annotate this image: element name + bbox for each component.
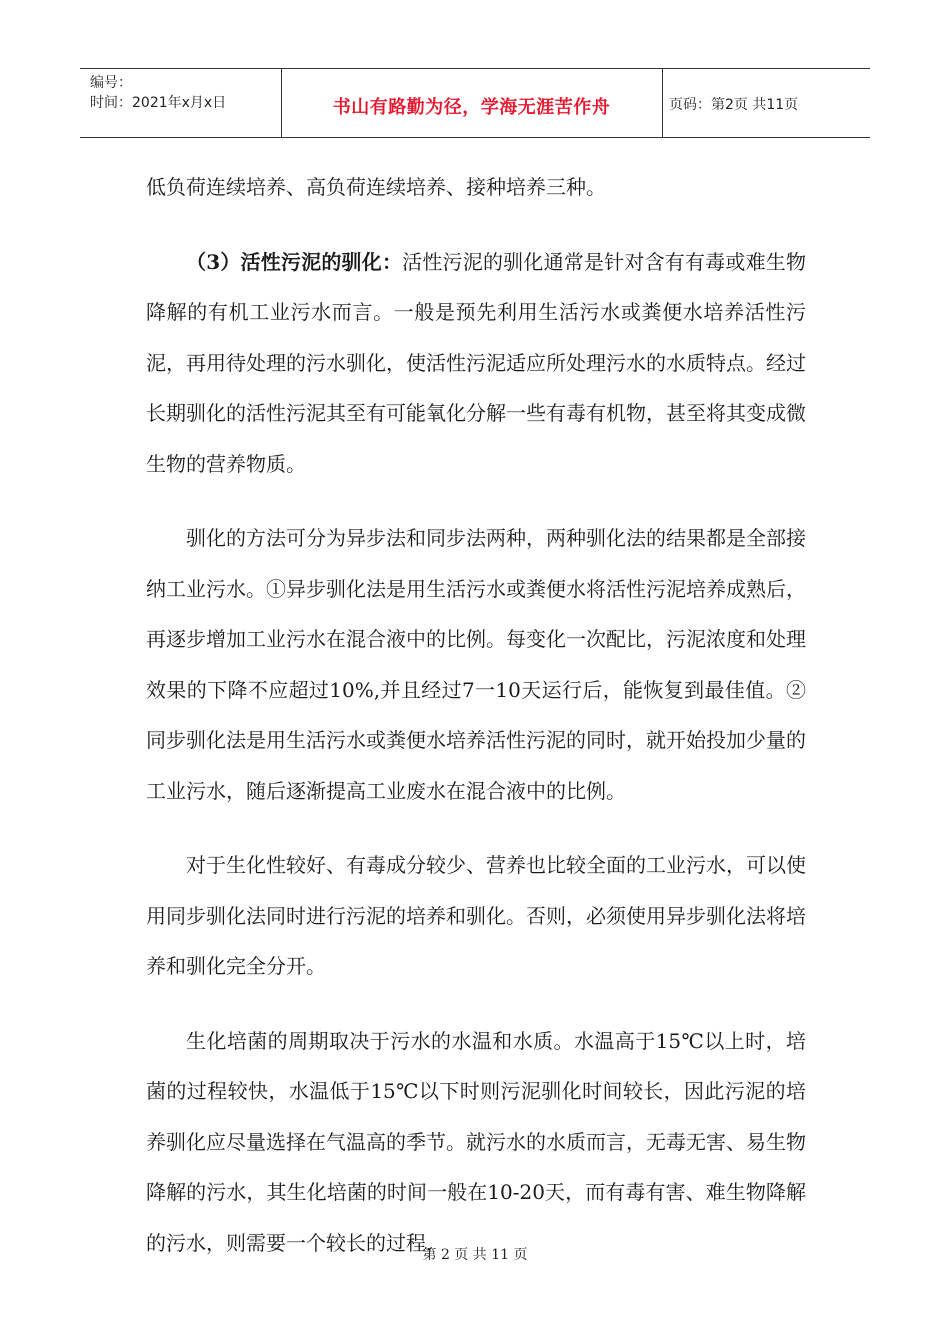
header-motto-cell xyxy=(281,69,663,137)
document-header xyxy=(80,68,870,138)
section-heading: （3）活性污泥的驯化： xyxy=(186,249,403,274)
date-label: 时间：2021年x月x日 xyxy=(90,95,227,111)
serial-number-label: 编号： xyxy=(90,75,132,91)
paragraph-selection: 对于生化性较好、有毒成分较少、营养也比较全面的工业污水，可以使用同步驯化法同时进行污泥的培养和驯化。否则，必须使用异步驯化法将培养和驯化完全分开。 xyxy=(146,853,806,978)
paragraph-continuation: 低负荷连续培养、高负荷连续培养、接种培养三种。 xyxy=(146,175,606,199)
paragraph-acclimation-text: 活性污泥的驯化通常是针对含有有毒或难生物降解的有机工业污水而言。一般是预先利用生活污水或粪便水培养活性污泥，再用待处理的污水驯化，使活性污泥适应所处理污水的水质特点。经过长期驯化的活性污泥其至有可能氧化分解一些有毒有机物，甚至将其变成微生物的营养物质。 xyxy=(146,249,807,476)
header-page-info: 页码：第2页 共11页 xyxy=(669,97,799,113)
header-motto: 书山有路勤为径，学海无涯苦作舟 xyxy=(332,97,611,118)
paragraph-methods: 驯化的方法可分为异步法和同步法两种，两种驯化法的结果都是全部接纳工业污水。①异步驯化法是用生活污水或粪便水将活性污泥培养成熟后，再逐步增加工业污水在混合液中的比例。每变化一次配比，污泥浓度和处理效果的下降不应超过10%,并且经过7一10天运行后，能恢复到最佳值。②同步驯化法是用生活污水或粪便水培养活性污泥的同时，就开始投加少量的工业污水，随后逐渐提高工业废水在混合液中的比例。 xyxy=(146,526,806,803)
document-body xyxy=(146,162,806,1292)
header-page-cell xyxy=(663,69,870,137)
paragraph-cycle: 生化培菌的周期取决于污水的水温和水质。水温高于15℃以上时，培菌的过程较快，水温低于15℃以下时则污泥驯化时间较长，因此污泥的培养驯化应尽量选择在气温高的季节。就污水的水质而言，无毒无害、易生物降解的污水，其生化培菌的时间一般在10-20天，而有毒有害、难生物降解的污水，则需要一个较长的过程， xyxy=(146,1028,806,1255)
header-meta-cell xyxy=(80,69,282,137)
page-footer: 第 2 页 共 11 页 xyxy=(422,1247,528,1263)
paragraph-acclimation xyxy=(146,237,806,490)
